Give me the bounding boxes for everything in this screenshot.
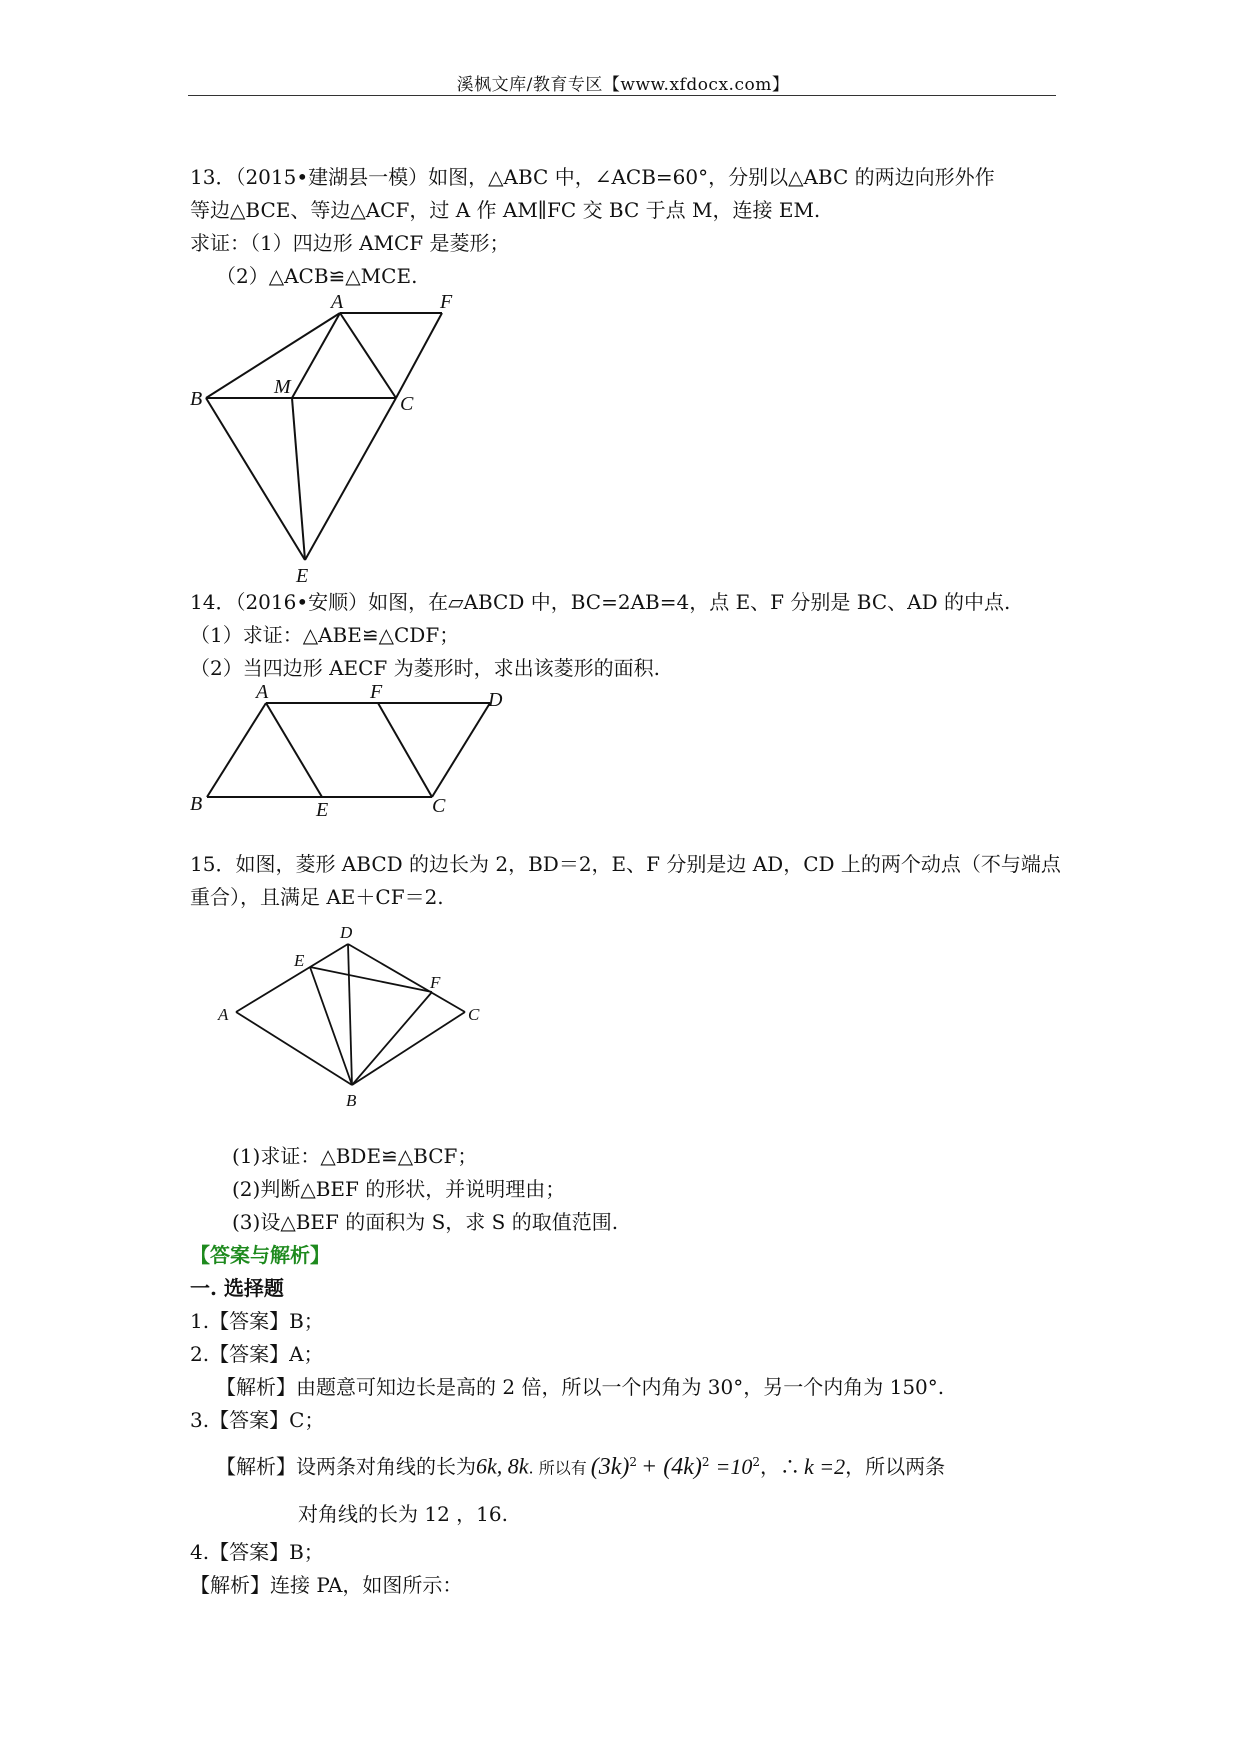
answer-3-explanation (216, 1448, 945, 1483)
q13-label-F: F (440, 291, 453, 313)
q15-line2: 重合），且满足 AE＋CF＝2. (190, 885, 444, 909)
q14-label-E: E (316, 799, 329, 821)
q14-label-D: D (488, 689, 503, 711)
q14-label-C: C (432, 795, 446, 817)
q13-line1: 13．（2015•建湖县一模）如图，△ABC 中，∠ACB=60°，分别以△ABC 的两边向形外作 (190, 165, 995, 189)
a3-sq-1: 2 (629, 1455, 637, 1469)
q14-label-B: B (190, 793, 203, 815)
a3-suffix: ，所以两条 (845, 1454, 946, 1479)
q15-label-D: D (340, 923, 353, 942)
a3-k: k =2 (803, 1453, 846, 1479)
a3-prefix: 【解析】设两条对角线的长为 (216, 1454, 476, 1479)
answer-3-explanation-line2: 对角线的长为 12 ，16. (298, 1502, 508, 1526)
answer-4-explanation: 【解析】连接 PA，如图所示： (190, 1573, 463, 1597)
q14-line1: 14．（2016•安顺）如图，在▱ABCD 中，BC=2AB=4，点 E、F 分别是 BC、AD 的中点. (190, 590, 1011, 614)
q15-label-B: B (346, 1091, 357, 1110)
q15-sub2: (2)判断△BEF 的形状，并说明理由； (232, 1177, 566, 1201)
q15-label-F: F (430, 973, 441, 992)
answer-2: 2.【答案】A； (190, 1342, 324, 1366)
q13-line4: （2）△ACB≌△MCE. (216, 264, 418, 288)
q14-label-A: A (256, 681, 269, 703)
page-header: 溪枫文库/教育专区【www.xfdocx.com】 (456, 75, 790, 95)
a3-sq-2: 2 (701, 1455, 710, 1469)
answer-3: 3.【答案】C； (190, 1408, 325, 1432)
q14-line3: （2）当四边形 AECF 为菱形时，求出该菱形的面积. (190, 656, 661, 680)
answer-1: 1.【答案】B； (190, 1309, 324, 1333)
a3-eq-a: (3k) (590, 1453, 630, 1480)
q15-label-A: A (218, 1005, 229, 1024)
section-heading: 一. 选择题 (190, 1276, 284, 1300)
a3-mid: . 所以有 (528, 1458, 587, 1478)
q15-line1: 15．如图，菱形 ABCD 的边长为 2，BD＝2，E、F 分别是边 AD，CD 上的两个动点（不与端点 (190, 852, 1061, 876)
q13-line3: 求证：（1）四边形 AMCF 是菱形； (190, 231, 510, 255)
q13-label-M: M (274, 376, 291, 398)
answers-heading: 【答案与解析】 (190, 1243, 330, 1267)
q15-sub1: (1)求证：△BDE≌△BCF； (232, 1144, 478, 1168)
a3-sq-3: 2 (752, 1455, 760, 1469)
q13-line2: 等边△BCE、等边△ACF，过 A 作 AM∥FC 交 BC 于点 M，连接 EM. (190, 198, 821, 222)
q13-label-E: E (296, 565, 309, 587)
q14-line2: （1）求证：△ABE≌△CDF； (190, 623, 460, 647)
a3-eq-c: =10 (715, 1453, 753, 1479)
q13-label-C: C (400, 393, 414, 415)
q15-sub3: (3)设△BEF 的面积为 S，求 S 的取值范围. (232, 1210, 619, 1234)
q13-label-A: A (331, 291, 344, 313)
a3-therefore: ，∴ (759, 1454, 800, 1479)
q15-label-E: E (294, 951, 305, 970)
q14-label-F: F (370, 681, 383, 703)
a3-eq-b: + (4k) (641, 1453, 702, 1480)
answer-4: 4.【答案】B； (190, 1540, 324, 1564)
q15-label-C: C (468, 1005, 480, 1024)
q13-label-B: B (190, 388, 203, 410)
answer-2-explanation: 【解析】由题意可知边长是高的 2 倍，所以一个内角为 30°，另一个内角为 150°. (216, 1375, 945, 1399)
a3-vars: 6k, 8k (476, 1453, 529, 1479)
